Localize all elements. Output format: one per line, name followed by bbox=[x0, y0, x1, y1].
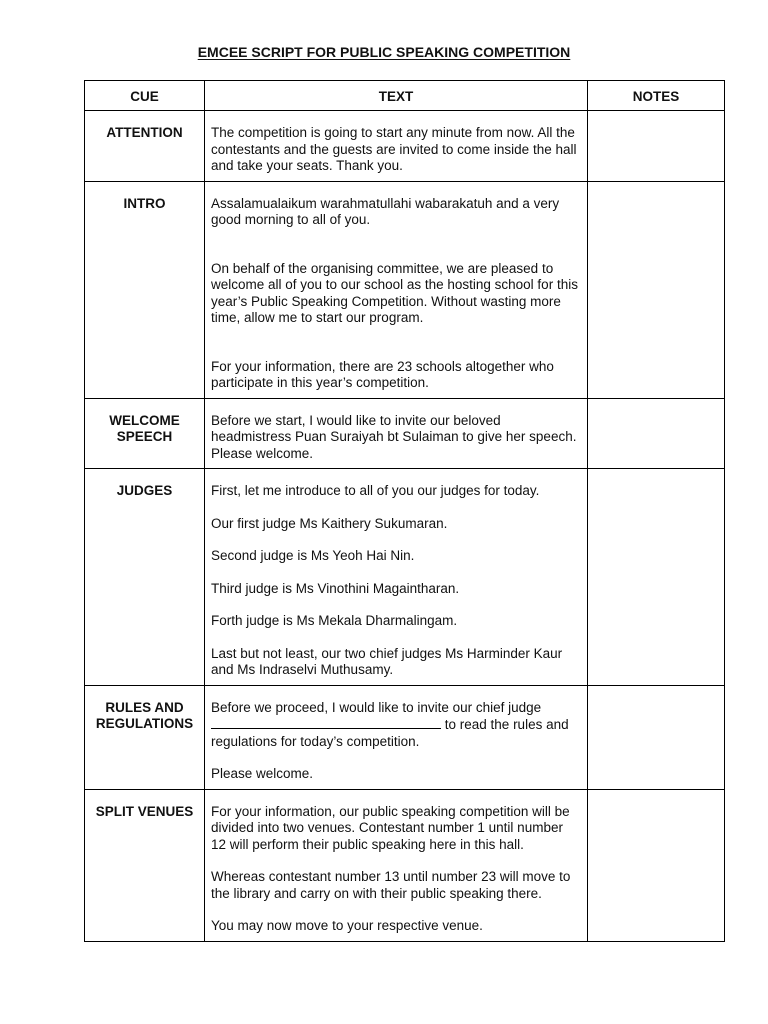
text-paragraph: Third judge is Ms Vinothini Magaintharan. bbox=[211, 580, 460, 596]
text-paragraph: Last but not least, our two chief judges Ms Harminder Kaur and Ms Indraselvi Muthusamy. bbox=[211, 645, 563, 677]
text-fragment: Before we proceed, I would like to invite our chief judge bbox=[211, 699, 542, 715]
header-cue: CUE bbox=[85, 81, 205, 111]
text-paragraph: On behalf of the organising committee, we are pleased to welcome all of you to our school as the hosting school for this year’s Public Speaking Competition. Without wasting more time, allow me to start our program. bbox=[211, 260, 578, 325]
header-notes: NOTES bbox=[588, 81, 725, 111]
text-welcome-speech bbox=[205, 398, 588, 469]
header-text: TEXT bbox=[205, 81, 588, 111]
cue-judges: JUDGES bbox=[85, 469, 205, 686]
notes-judges bbox=[588, 469, 725, 686]
text-paragraph: Assalamualaikum warahmatullahi wabarakatuh and a very good morning to all of you. bbox=[211, 195, 560, 227]
cue-rules-and-regulations: RULES AND REGULATIONS bbox=[85, 685, 205, 789]
row-rules-and-regulations bbox=[85, 685, 725, 789]
row-intro bbox=[85, 181, 725, 398]
text-paragraph: Our first judge Ms Kaithery Sukumaran. bbox=[211, 515, 448, 531]
text-paragraph: First, let me introduce to all of you our judges for today. bbox=[211, 483, 540, 498]
cue-attention: ATTENTION bbox=[85, 111, 205, 182]
text-paragraph: Please welcome. bbox=[211, 766, 314, 781]
chief-judge-blank-line bbox=[211, 716, 441, 729]
page-title: EMCEE SCRIPT FOR PUBLIC SPEAKING COMPETITION bbox=[197, 44, 571, 60]
cue-intro: INTRO bbox=[85, 181, 205, 398]
row-attention bbox=[85, 111, 725, 182]
text-paragraph: Whereas contestant number 13 until number 23 will move to the library and carry on with their public speaking there. bbox=[211, 869, 571, 901]
text-paragraph: Forth judge is Ms Mekala Dharmalingam. bbox=[211, 613, 458, 628]
text-rules-and-regulations bbox=[205, 685, 588, 789]
text-paragraph: For your information, there are 23 schools altogether who participate in this year’s competition. bbox=[211, 358, 554, 390]
emcee-script-table bbox=[84, 80, 725, 942]
cue-split-venues: SPLIT VENUES bbox=[85, 789, 205, 941]
notes-attention bbox=[588, 111, 725, 182]
text-paragraph: Second judge is Ms Yeoh Hai Nin. bbox=[211, 548, 415, 563]
text-paragraph: For your information, our public speaking competition will be divided into two venues. Contestant number 1 until number 12 will perform their public speaking here in this hall. bbox=[211, 803, 570, 852]
text-paragraph: You may now move to your respective venue. bbox=[211, 918, 483, 933]
notes-intro bbox=[588, 181, 725, 398]
text-fragment: to read the rules and regulations for today’s competition. bbox=[211, 717, 569, 749]
notes-split-venues bbox=[588, 789, 725, 941]
text-split-venues bbox=[205, 789, 588, 941]
text-paragraph: Before we start, I would like to invite our beloved headmistress Puan Suraiyah bt Sulaiman to give her speech. Please welcome. bbox=[211, 412, 577, 461]
row-judges bbox=[85, 469, 725, 686]
text-attention bbox=[205, 111, 588, 182]
text-judges bbox=[205, 469, 588, 686]
text-paragraph bbox=[211, 700, 581, 751]
row-welcome-speech bbox=[85, 398, 725, 469]
notes-rules-and-regulations bbox=[588, 685, 725, 789]
row-split-venues bbox=[85, 789, 725, 941]
table-header-row bbox=[85, 81, 725, 111]
text-paragraph: The competition is going to start any minute from now. All the contestants and the guests are invited to come inside the hall and take your seats. Thank you. bbox=[211, 125, 577, 173]
notes-welcome-speech bbox=[588, 398, 725, 469]
text-intro bbox=[205, 181, 588, 398]
cue-welcome-speech: WELCOME SPEECH bbox=[85, 398, 205, 469]
